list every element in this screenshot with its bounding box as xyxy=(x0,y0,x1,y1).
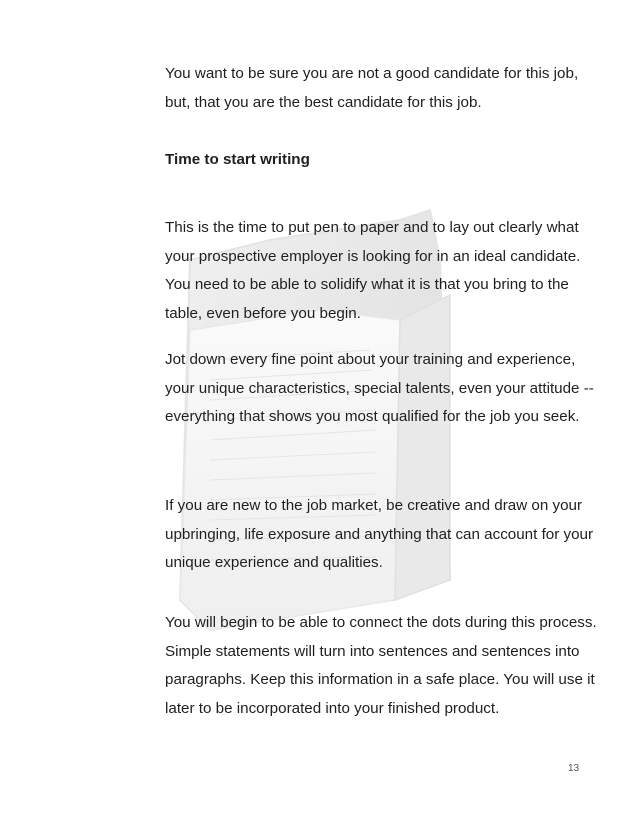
paragraph-start-writing: This is the time to put pen to paper and to lay out clearly what your prospective employer is looking for in an ideal candidate. You need to be able to solidify what it is that you bring to the table, even before you begin. xyxy=(165,219,581,322)
paragraph-intro: You want to be sure you are not a good candidate for this job, but, that you are the best candidate for this job. xyxy=(165,65,579,111)
paragraph-new-to-market: If you are new to the job market, be creative and draw on your upbringing, life exposure and anything that can account for your unique experience and qualities. xyxy=(165,497,594,572)
page-number: 13 xyxy=(568,763,580,774)
paragraph-jot-down: Jot down every fine point about your training and experience, your unique characteristics, special talents, even your attitude -- everything that shows you most qualified for the job you seek. xyxy=(165,351,594,426)
paragraph-connect-dots: You will begin to be able to connect the dots during this process. Simple statements will turn into sentences and sentences into paragraphs. Keep this information in a safe place. You will use it later to be incorporated into your finished product. xyxy=(165,614,597,717)
section-heading: Time to start writing xyxy=(165,151,310,168)
